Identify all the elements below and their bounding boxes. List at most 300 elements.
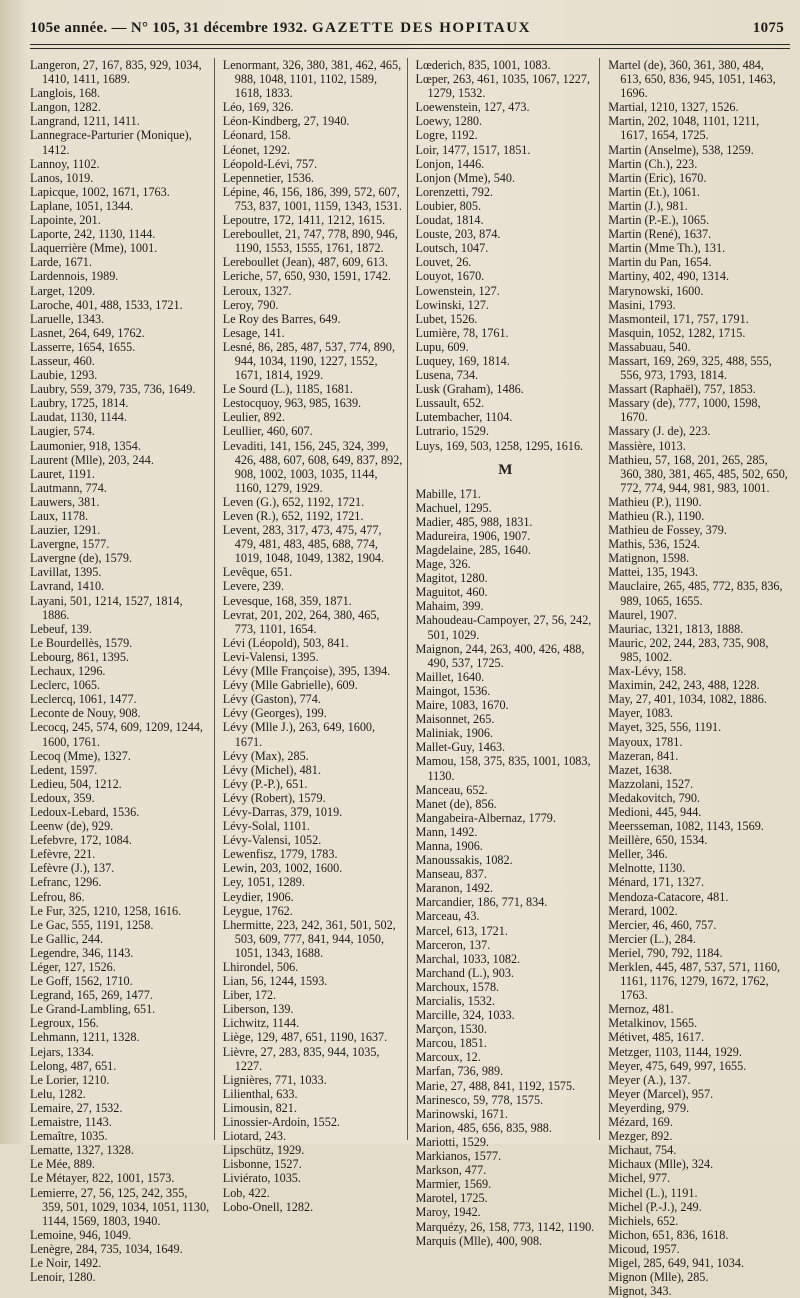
index-entry: Michaux (Mlle), 324. [608, 1157, 714, 1172]
index-entry: Maroy, 1942. [415, 1205, 481, 1220]
index-entry: Le Noir, 1492. [30, 1255, 102, 1270]
index-entry: Lévy (Georges), 199. [222, 706, 327, 721]
index-entry: Léopold-Lévi, 757. [222, 156, 318, 171]
index-entry: Martel (de), 360, 361, 380, 484, 613, 650, 836, 945, 1051, 1463, 1696. [608, 58, 776, 101]
index-entry: Michel, 977. [608, 1171, 671, 1186]
index-entry: Lauzier, 1291. [30, 523, 101, 538]
index-entry: Madureira, 1906, 1907. [415, 528, 531, 543]
index-entry: Masini, 1793. [608, 297, 676, 312]
index-entry: Maguitot, 460. [415, 585, 488, 600]
header-rule-thin [30, 48, 790, 49]
index-entry: Lefranc, 1296. [30, 875, 102, 890]
index-entry: Mage, 326. [415, 557, 471, 572]
index-entry: Levesque, 168, 359, 1871. [222, 593, 352, 608]
index-entry: Lanos, 1019. [30, 170, 94, 185]
index-entry: Mernoz, 481. [608, 1002, 674, 1017]
index-entry: Marion, 485, 656, 835, 988. [415, 1120, 552, 1135]
index-entry: Martin (Eric), 1670. [608, 170, 707, 185]
index-entry: Mayer, 1083. [608, 706, 674, 721]
index-entry: Legroux, 156. [30, 1016, 99, 1031]
index-entry: Lauret, 1191. [30, 466, 95, 481]
index-entry: Lubet, 1526. [415, 311, 478, 326]
index-entry: Luquey, 169, 1814. [415, 353, 510, 368]
index-entry: Martin (P.-E.), 1065. [608, 213, 710, 228]
index-entry: Levere, 239. [222, 579, 284, 594]
index-entry: Marynowski, 1600. [608, 283, 704, 298]
index-entry: Marcel, 613, 1721. [415, 923, 508, 938]
index-entry: Lœderich, 835, 1001, 1083. [415, 58, 551, 72]
index-entry: Lefrou, 86. [30, 889, 85, 904]
index-entry: Mathieu de Fossey, 379. [608, 523, 727, 538]
index-entry: Magdelaine, 285, 1640. [415, 543, 531, 557]
index-entry: Maurel, 1907. [608, 607, 677, 622]
index-entry: Lépine, 46, 156, 186, 399, 572, 607, 753, 837, 1001, 1159, 1343, 1531. [222, 184, 402, 213]
index-entry: Marcialis, 1532. [415, 994, 496, 1008]
index-entry: Melnotte, 1130. [608, 861, 686, 876]
index-entry: Lonjon (Mme), 540. [415, 170, 516, 185]
index-column-4 [599, 58, 792, 1298]
index-entry: Lévy-Darras, 379, 1019. [222, 804, 343, 819]
index-entry: Laruelle, 1343. [30, 311, 105, 326]
index-entry: Lelong, 487, 651. [30, 1058, 117, 1073]
index-entry: Michel (P.-J.), 249. [608, 1199, 702, 1214]
index-entry: Lemierre, 27, 56, 125, 242, 355, 359, 501, 1029, 1034, 1051, 1130, 1144, 1569, 1803, 1940. [30, 1185, 210, 1228]
index-entry: Léonet, 1292. [222, 142, 291, 157]
index-entry: Metzger, 1103, 1144, 1929. [608, 1044, 742, 1059]
index-entry: Lonjon, 1446. [415, 156, 485, 171]
index-entry: Marcille, 324, 1033. [415, 1008, 515, 1023]
index-entry: Lévy (Mlle Françoise), 395, 1394. [222, 664, 391, 679]
index-entry: Marinowski, 1671. [415, 1106, 508, 1121]
index-entry: Lichwitz, 1144. [222, 1016, 300, 1031]
index-entry: Legrand, 165, 269, 1477. [30, 988, 153, 1003]
index-entry: Martial, 1210, 1327, 1526. [608, 100, 739, 115]
index-entry: Loewenstein, 127, 473. [415, 100, 530, 115]
index-entry: Lob, 422. [222, 1185, 270, 1200]
index-entry: Lefèvre, 221. [30, 847, 96, 862]
index-entry: Lipschütz, 1929. [222, 1143, 305, 1158]
index-entry: Leclerc, 1065. [30, 678, 101, 693]
header-rule [30, 44, 790, 45]
index-entry: Lévy (Robert), 1579. [222, 790, 326, 805]
issue-line: 105e année. — N° 105, 31 décembre 1932. [30, 20, 308, 36]
index-entry: Massière, 1013. [608, 438, 686, 453]
index-entry: Marfan, 736, 989. [415, 1064, 504, 1079]
index-entry: Mayet, 325, 556, 1191. [608, 720, 722, 735]
index-entry: Marchal, 1033, 1082. [415, 951, 521, 966]
index-entry: Lapointe, 201. [30, 213, 101, 228]
index-entry: Manet (de), 856. [415, 796, 497, 811]
index-entry: Lecocq, 245, 574, 609, 1209, 1244, 1600, 1761. [30, 720, 203, 749]
index-entry: Layani, 501, 1214, 1527, 1814, 1886. [30, 593, 183, 622]
index-entry: Lusk (Graham), 1486. [415, 382, 524, 397]
index-entry: Maignon, 244, 263, 400, 426, 488, 490, 537, 1725. [415, 641, 585, 670]
index-entry: Manseau, 837. [415, 867, 487, 882]
index-entry: Louyot, 1670. [415, 269, 485, 284]
index-entry: Loubier, 805. [415, 198, 482, 213]
index-entry: Lignières, 771, 1033. [222, 1072, 327, 1087]
index-entry: Laroche, 401, 488, 1533, 1721. [30, 297, 183, 312]
index-entry: Marmier, 1569. [415, 1177, 492, 1192]
index-entry: Marie, 27, 488, 841, 1192, 1575. [415, 1078, 576, 1093]
index-entry: Merklen, 445, 487, 537, 571, 1160, 1161, 1176, 1279, 1672, 1762, 1763. [608, 960, 781, 1003]
index-entry: Meersseman, 1082, 1143, 1569. [608, 819, 764, 834]
index-entry: Migel, 285, 649, 941, 1034. [608, 1255, 745, 1270]
index-entry: Levi-Valensi, 1395. [222, 649, 319, 664]
index-entry: Markianos, 1577. [415, 1149, 502, 1164]
index-entry: Lehmann, 1211, 1328. [30, 1030, 140, 1045]
index-entry: Larde, 1671. [30, 255, 92, 270]
index-entry: Mariotti, 1529. [415, 1134, 489, 1149]
index-entry: Lereboullet (Jean), 487, 609, 613. [222, 255, 388, 270]
index-entry: Lutembacher, 1104. [415, 410, 513, 425]
index-entry: Laporte, 242, 1130, 1144. [30, 227, 156, 242]
index-entry: Lhermitte, 223, 242, 361, 501, 502, 503, 609, 777, 841, 944, 1050, 1051, 1343, 1688. [222, 917, 396, 960]
index-entry: Lévy (Michel), 481. [222, 762, 321, 777]
index-entry: Machuel, 1295. [415, 500, 492, 515]
index-entry: Lauwers, 381. [30, 494, 100, 509]
index-entry: Lasseur, 460. [30, 353, 95, 368]
index-entry: Meller, 346. [608, 847, 668, 862]
index-entry: Mignot, 343. [608, 1284, 672, 1298]
index-entry: Laux, 1178. [30, 509, 89, 523]
index-entry: Marquézy, 26, 158, 773, 1142, 1190. [415, 1219, 595, 1234]
index-entry: Legendre, 346, 1143. [30, 945, 134, 960]
index-entry: Le Grand-Lambling, 651. [30, 1002, 156, 1017]
index-entry: Marçon, 1530. [415, 1022, 487, 1037]
index-entry: Lisbonne, 1527. [222, 1157, 302, 1172]
index-entry: Manoussakis, 1082. [415, 853, 513, 868]
index-entry: Lesage, 141. [222, 325, 285, 340]
index-entry: Lemoine, 946, 1049. [30, 1227, 132, 1242]
index-entry: Meyer (A.), 137. [608, 1072, 691, 1087]
index-entry: Lardennois, 1989. [30, 269, 119, 284]
index-entry: Lutrario, 1529. [415, 424, 489, 439]
index-columns [22, 58, 792, 1298]
index-entry: Ley, 1051, 1289. [222, 875, 305, 890]
index-entry: Lepennetier, 1536. [222, 170, 314, 185]
index-entry: Lewenfisz, 1779, 1783. [222, 847, 338, 862]
index-entry: Linossier-Ardoin, 1552. [222, 1115, 340, 1130]
index-entry: Lupu, 609. [415, 339, 469, 354]
index-entry: Mercier, 46, 460, 757. [608, 917, 717, 932]
index-entry: Ledent, 1597. [30, 762, 98, 777]
index-entry: Lièvre, 27, 283, 835, 944, 1035, 1227. [222, 1044, 380, 1073]
index-entry: Levent, 283, 317, 473, 475, 477, 479, 481, 483, 485, 688, 774, 1019, 1048, 1049, 1382, 1904. [222, 523, 385, 566]
index-entry: May, 27, 401, 1034, 1082, 1886. [608, 692, 767, 707]
index-entry: Lavillat, 1395. [30, 565, 102, 580]
index-entry: Leven (R.), 652, 1192, 1721. [222, 509, 364, 523]
index-entry: Liber, 172. [222, 988, 277, 1003]
index-entry: Lœper, 263, 461, 1035, 1067, 1227, 1279, 1532. [415, 72, 591, 101]
index-entry: Lenègre, 284, 735, 1034, 1649. [30, 1241, 183, 1256]
index-entry: Medioni, 445, 944. [608, 804, 702, 819]
index-entry: Lavrand, 1410. [30, 579, 105, 594]
index-entry: Le Bourdellès, 1579. [30, 635, 133, 650]
index-entry: Le Fur, 325, 1210, 1258, 1616. [30, 903, 182, 918]
index-entry: Lepoutre, 172, 1411, 1212, 1615. [222, 213, 386, 228]
index-entry: Langon, 1282. [30, 100, 101, 115]
index-entry: Maisonnet, 265. [415, 712, 495, 727]
index-entry: Mignon (Mlle), 285. [608, 1270, 709, 1285]
index-entry: Martin (René), 1637. [608, 227, 712, 242]
index-entry: Maingot, 1536. [415, 683, 491, 698]
index-entry: Laquerrière (Mme), 1001. [30, 241, 158, 256]
index-entry: Massary (de), 777, 1000, 1598, 1670. [608, 396, 761, 425]
index-entry: Lecoq (Mme), 1327. [30, 748, 131, 763]
running-header [22, 18, 790, 40]
index-entry: Masquin, 1052, 1282, 1715. [608, 325, 746, 340]
index-column-1 [22, 58, 214, 1285]
index-entry: Mabille, 171. [415, 486, 481, 501]
index-entry: Lebeuf, 139. [30, 621, 92, 636]
index-entry: Laugier, 574. [30, 424, 95, 439]
index-entry: Mazzolani, 1527. [608, 776, 694, 791]
index-entry: Marquis (Mlle), 400, 908. [415, 1233, 543, 1248]
index-entry: Laurent (Mlle), 203, 244. [30, 452, 154, 467]
index-entry: Leroy, 790. [222, 297, 279, 312]
index-entry: Lenormant, 326, 380, 381, 462, 465, 988, 1048, 1101, 1102, 1589, 1618, 1833. [222, 58, 402, 101]
index-entry: Mauriac, 1321, 1813, 1888. [608, 621, 744, 636]
index-entry: Metalkinov, 1565. [608, 1016, 698, 1031]
index-entry: Langrand, 1211, 1411. [30, 114, 140, 129]
index-entry: Leclercq, 1061, 1477. [30, 692, 137, 707]
index-entry: Mazet, 1638. [608, 762, 673, 777]
index-entry: Lewin, 203, 1002, 1600. [222, 861, 343, 876]
index-entry: Martin (Anselme), 538, 1259. [608, 142, 754, 157]
index-entry: Martiny, 402, 490, 1314. [608, 269, 729, 284]
index-entry: Manna, 1906. [415, 838, 483, 853]
index-entry: Martin (Ch.), 223. [608, 156, 698, 171]
index-entry: Lévy-Valensi, 1052. [222, 833, 322, 848]
index-entry: Massart (Raphaël), 757, 1853. [608, 382, 756, 397]
index-entry: Métivet, 485, 1617. [608, 1030, 705, 1045]
index-entry: Mayoux, 1781. [608, 734, 683, 749]
section-letter: M [498, 461, 513, 478]
index-entry: Levêque, 651. [222, 565, 293, 580]
index-entry: Marinesco, 59, 778, 1575. [415, 1092, 544, 1107]
index-entry: Loewy, 1280. [415, 114, 483, 129]
index-entry: Martin du Pan, 1654. [608, 255, 712, 270]
index-entry: Martin (J.), 981. [608, 198, 688, 213]
index-entry: Loir, 1477, 1517, 1851. [415, 142, 531, 157]
index-entry: Liberson, 139. [222, 1002, 294, 1017]
index-entry: Lesné, 86, 285, 487, 537, 774, 890, 944, 1034, 1190, 1227, 1552, 1671, 1814, 1929. [222, 339, 396, 383]
index-entry: Levrat, 201, 202, 264, 380, 465, 773, 1101, 1654. [222, 607, 380, 636]
index-entry: Loutsch, 1047. [415, 241, 489, 256]
index-entry: Leydier, 1906. [222, 889, 294, 904]
index-entry: Mézard, 169. [608, 1115, 673, 1130]
index-entry: Martin (Et.), 1061. [608, 184, 700, 199]
index-entry: Lannegrace-Parturier (Monique), 1412. [30, 128, 192, 157]
index-entry: Marchand (L.), 903. [415, 965, 514, 980]
index-entry: Mazeran, 841. [608, 748, 679, 763]
index-entry: Lhirondel, 506. [222, 960, 299, 974]
index-entry: Lemaistre, 1143. [30, 1115, 112, 1130]
index-entry: Lévy (P.-P.), 651. [222, 776, 308, 791]
index-entry: Leriche, 57, 650, 930, 1591, 1742. [222, 269, 391, 284]
index-entry: Le Goff, 1562, 1710. [30, 974, 133, 989]
index-entry: Luys, 169, 503, 1258, 1295, 1616. [415, 438, 584, 453]
index-entry: Lannoy, 1102. [30, 156, 100, 171]
index-entry: Leullier, 460, 607. [222, 424, 313, 439]
index-entry: Lusena, 734. [415, 368, 479, 383]
index-entry: Marceron, 137. [415, 937, 491, 952]
index-entry: Laubie, 1293. [30, 368, 98, 383]
index-entry: Le Roy des Barres, 649. [222, 311, 341, 326]
index-entry: Laumonier, 918, 1354. [30, 438, 141, 453]
index-entry: Liotard, 243. [222, 1129, 287, 1144]
index-entry: Massabuau, 540. [608, 339, 691, 354]
index-entry: Magitot, 1280. [415, 571, 488, 586]
index-entry: Maranon, 1492. [415, 881, 494, 896]
index-entry: Maillet, 1640. [415, 669, 485, 684]
index-entry: Lilienthal, 633. [222, 1086, 298, 1101]
index-entry: Lumière, 78, 1761. [415, 325, 509, 340]
index-entry: Lautmann, 774. [30, 480, 107, 495]
index-entry: Leygue, 1762. [222, 903, 293, 918]
index-entry: Lévy (Gaston), 774. [222, 692, 321, 707]
index-entry: Lematte, 1327, 1328. [30, 1143, 134, 1158]
index-entry: Michiels, 652. [608, 1213, 679, 1228]
index-entry: Ledoux-Lebard, 1536. [30, 804, 140, 819]
index-entry: Louvet, 26. [415, 255, 472, 270]
index-entry: Micoud, 1957. [608, 1241, 680, 1256]
index-entry: Lereboullet, 21, 747, 778, 890, 946, 1190, 1553, 1555, 1761, 1872. [222, 227, 398, 256]
index-entry: Lévi (Léopold), 503, 841. [222, 635, 349, 650]
page-number: 1075 [752, 20, 784, 36]
index-entry: Mattei, 135, 1943. [608, 565, 698, 580]
index-entry: Limousin, 821. [222, 1100, 297, 1115]
index-entry: Liège, 129, 487, 651, 1190, 1637. [222, 1030, 388, 1045]
index-entry: Marchoux, 1578. [415, 979, 500, 994]
index-entry: Lapicque, 1002, 1671, 1763. [30, 184, 170, 199]
index-entry: Max-Lévy, 158. [608, 664, 687, 679]
index-entry: Mathieu (R.), 1190. [608, 509, 705, 523]
index-entry: Lobo-Onell, 1282. [222, 1199, 314, 1214]
index-entry: Lemaître, 1035. [30, 1129, 108, 1144]
index-entry: Langlois, 168. [30, 86, 101, 101]
index-column-2 [214, 58, 407, 1214]
index-entry: Le Lorier, 1210. [30, 1072, 110, 1087]
index-entry: Lelu, 1282. [30, 1086, 86, 1101]
index-entry: Lasserre, 1654, 1655. [30, 339, 136, 354]
index-entry: Merard, 1002. [608, 903, 678, 918]
index-entry: Léon-Kindberg, 27, 1940. [222, 114, 350, 129]
index-entry: Lavergne, 1577. [30, 537, 110, 552]
index-entry: Maire, 1083, 1670. [415, 698, 509, 713]
index-entry: Lévy (Mlle J.), 263, 649, 1600, 1671. [222, 720, 376, 749]
index-entry: Lenoir, 1280. [30, 1270, 96, 1285]
index-entry: Le Gallic, 244. [30, 931, 104, 946]
index-entry: Martin (Mme Th.), 131. [608, 241, 726, 256]
index-entry: Lévy-Solal, 1101. [222, 819, 310, 834]
index-entry: Marceau, 43. [415, 909, 480, 924]
journal-title: GAZETTE DES HOPITAUX [312, 20, 531, 36]
index-entry: Laubry, 1725, 1814. [30, 396, 129, 411]
index-entry: Mahoudeau-Campoyer, 27, 56, 242, 501, 1029. [415, 613, 592, 642]
index-entry: Meyer (Marcel), 957. [608, 1086, 714, 1101]
index-entry: Mahaim, 399. [415, 599, 484, 614]
index-entry: Lavergne (de), 1579. [30, 551, 132, 566]
index-entry: Mezger, 892. [608, 1129, 673, 1144]
index-entry: Lowenstein, 127. [415, 283, 500, 298]
index-entry: Lefebvre, 172, 1084. [30, 833, 132, 848]
index-entry: Mendoza-Catacore, 481. [608, 889, 729, 904]
index-entry: Lemaire, 27, 1532. [30, 1100, 123, 1115]
index-entry: Mallet-Guy, 1463. [415, 740, 506, 755]
index-entry: Leven (G.), 652, 1192, 1721. [222, 494, 365, 509]
index-entry: Mathieu (P.), 1190. [608, 494, 702, 509]
index-entry: Lechaux, 1296. [30, 664, 106, 679]
index-entry: Liviérato, 1035. [222, 1171, 301, 1186]
index-entry: Levaditi, 141, 156, 245, 324, 399, 426, 488, 607, 608, 649, 837, 892, 908, 1002, 1003, 1035, 1144, 1160, 1279, 1929. [222, 438, 403, 495]
index-entry: Mauric, 202, 244, 283, 735, 908, 985, 1002. [608, 635, 769, 664]
index-entry: Ménard, 171, 1327. [608, 875, 705, 890]
index-entry: Meillère, 650, 1534. [608, 833, 708, 848]
index-entry: Masmonteil, 171, 757, 1791. [608, 311, 749, 326]
index-entry: Mercier (L.), 284. [608, 931, 696, 946]
index-entry: Lowinski, 127. [415, 297, 489, 312]
index-entry: Leroux, 1327. [222, 283, 292, 298]
index-entry: Michel (L.), 1191. [608, 1185, 698, 1200]
index-entry: Louste, 203, 874. [415, 227, 501, 242]
index-entry: Le Métayer, 822, 1001, 1573. [30, 1171, 175, 1186]
index-entry: Mann, 1492. [415, 824, 478, 839]
index-entry: Massart, 169, 269, 325, 488, 555, 556, 973, 1793, 1814. [608, 353, 772, 383]
index-entry: Martin, 202, 1048, 1101, 1211, 1617, 1654, 1725. [608, 114, 760, 143]
index-entry: Le Mée, 889. [30, 1157, 95, 1172]
index-entry: Massary (J. de), 223. [608, 424, 711, 439]
index-entry: Leulier, 892. [222, 410, 285, 425]
index-entry: Le Sourd (L.), 1185, 1681. [222, 382, 353, 397]
index-entry: Meyer, 475, 649, 997, 1655. [608, 1058, 747, 1073]
index-entry: Leenw (de), 929. [30, 819, 114, 834]
index-entry: Larget, 1209. [30, 283, 96, 298]
index-entry: Marcandier, 186, 771, 834. [415, 895, 548, 910]
index-entry: Lian, 56, 1244, 1593. [222, 974, 328, 989]
index-entry: Mathis, 536, 1524. [608, 537, 700, 552]
index-entry: Michaut, 754. [608, 1143, 677, 1158]
index-entry: Lasnet, 264, 649, 1762. [30, 325, 145, 340]
index-entry: Lévy (Mlle Gabrielle), 609. [222, 678, 358, 693]
index-entry: Laplane, 1051, 1344. [30, 198, 134, 213]
index-column-3 [407, 58, 600, 1248]
index-entry: Madier, 485, 988, 1831. [415, 514, 533, 529]
index-entry: Meyerding, 979. [608, 1100, 690, 1115]
index-entry: Logre, 1192. [415, 128, 478, 143]
index-entry: Manceau, 652. [415, 782, 488, 797]
index-entry: Meriel, 790, 792, 1184. [608, 945, 723, 960]
index-entry: Marcoux, 12. [415, 1050, 481, 1065]
index-entry: Mauclaire, 265, 485, 772, 835, 836, 989, 1065, 1655. [608, 579, 783, 608]
index-entry: Markson, 477. [415, 1163, 487, 1178]
index-entry: Ledoux, 359. [30, 790, 95, 805]
index-entry: Ledieu, 504, 1212. [30, 776, 122, 791]
index-entry: Loudat, 1814. [415, 213, 484, 228]
index-entry: Laubry, 559, 379, 735, 736, 1649. [30, 382, 196, 397]
index-entry: Mangabeira-Albernaz, 1779. [415, 810, 556, 825]
index-entry: Matignon, 1598. [608, 551, 690, 566]
index-entry: Maliniak, 1906. [415, 726, 494, 741]
index-entry: Laudat, 1130, 1144. [30, 410, 127, 425]
index-entry: Lorenzetti, 792. [415, 184, 493, 199]
index-entry: Lebourg, 861, 1395. [30, 649, 129, 664]
index-entry: Marcou, 1851. [415, 1036, 487, 1051]
index-entry: Michon, 651, 836, 1618. [608, 1227, 729, 1242]
index-entry: Lestocquoy, 963, 985, 1639. [222, 396, 362, 411]
index-entry: Lejars, 1334. [30, 1044, 94, 1059]
